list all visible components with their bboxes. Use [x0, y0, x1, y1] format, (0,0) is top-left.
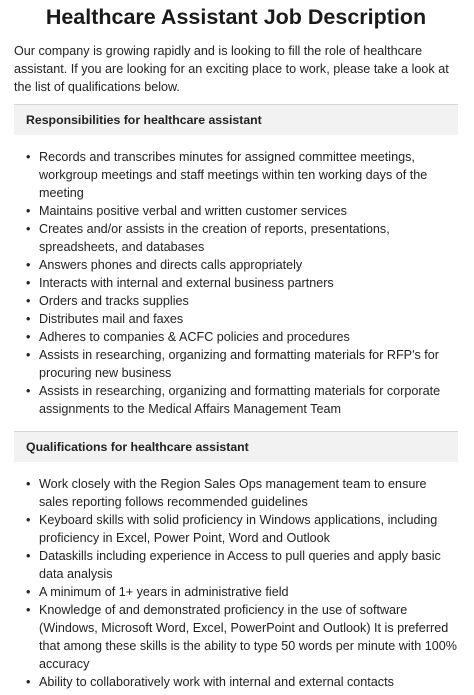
list-item-text: Dataskills including experience in Access to pull queries and apply basic data analysis: [39, 549, 441, 581]
bullet-icon: •: [26, 513, 31, 527]
list-item-text: Knowledge of and demonstrated proficiency in the use of software (Windows, Microsoft Word, Excel, PowerPoint and Outlook) It is preferred that among these skills is the ability to type 50 words per minute with 100% accuracy: [39, 603, 457, 671]
responsibilities-section: [14, 104, 458, 418]
bullet-icon: •: [26, 222, 31, 236]
list-item-text: Creates and/or assists in the creation of reports, presentations, spreadsheets, and databases: [39, 222, 390, 254]
list-item-text: Maintains positive verbal and written customer services: [39, 204, 347, 218]
list-item-text: Adheres to companies & ACFC policies and procedures: [39, 330, 350, 344]
list-item-text: Distributes mail and faxes: [39, 312, 184, 326]
qualifications-section: [14, 431, 458, 691]
bullet-icon: •: [26, 312, 31, 326]
list-item: [26, 274, 458, 292]
bullet-icon: •: [26, 603, 31, 617]
bullet-icon: •: [26, 294, 31, 308]
list-item: [26, 475, 458, 511]
list-item: [26, 583, 458, 601]
list-item-text: Assists in researching, organizing and formatting materials for RFP's for procuring new business: [39, 348, 439, 380]
list-item: [26, 148, 458, 202]
responsibilities-list: [14, 148, 458, 418]
bullet-icon: •: [26, 549, 31, 563]
list-item-text: Answers phones and directs calls appropriately: [39, 258, 303, 272]
list-item: [26, 292, 458, 310]
list-item: [26, 220, 458, 256]
list-item-text: Keyboard skills with solid proficiency in Windows applications, including proficiency in Excel, Power Point, Word and Outlook: [39, 513, 438, 545]
list-item-text: Records and transcribes minutes for assigned committee meetings, workgroup meetings and staff meetings within ten working days of the meeting: [39, 150, 428, 200]
responsibilities-heading: Responsibilities for healthcare assistant: [14, 104, 458, 135]
list-item-text: Ability to collaboratively work with internal and external contacts: [39, 675, 394, 689]
list-item: [26, 328, 458, 346]
list-item: [26, 511, 458, 547]
list-item-text: A minimum of 1+ years in administrative field: [39, 585, 289, 599]
list-item: [26, 601, 458, 673]
list-item: [26, 256, 458, 274]
list-item: [26, 202, 458, 220]
bullet-icon: •: [26, 477, 31, 491]
page-title: Healthcare Assistant Job Description: [45, 5, 427, 29]
bullet-icon: •: [26, 258, 31, 272]
intro-paragraph: Our company is growing rapidly and is looking to fill the role of healthcare assistant. If you are looking for an exciting place to work, please take a look at the list of qualifications below.: [14, 44, 449, 94]
list-item: [26, 310, 458, 328]
bullet-icon: •: [26, 204, 31, 218]
bullet-icon: •: [26, 348, 31, 362]
bullet-icon: •: [26, 384, 31, 398]
list-item: [26, 547, 458, 583]
bullet-icon: •: [26, 150, 31, 164]
qualifications-list: [14, 475, 458, 691]
list-item: [26, 382, 458, 418]
list-item-text: Orders and tracks supplies: [39, 294, 189, 308]
bullet-icon: •: [26, 585, 31, 599]
list-item: [26, 346, 458, 382]
list-item-text: Assists in researching, organizing and formatting materials for corporate assignments to the Medical Affairs Management Team: [39, 384, 441, 416]
list-item-text: Interacts with internal and external business partners: [39, 276, 334, 290]
list-item-text: Work closely with the Region Sales Ops management team to ensure sales reporting follows recommended guidelines: [39, 477, 427, 509]
qualifications-heading: Qualifications for healthcare assistant: [14, 431, 458, 462]
bullet-icon: •: [26, 330, 31, 344]
bullet-icon: •: [26, 675, 31, 689]
list-item: [26, 673, 458, 691]
bullet-icon: •: [26, 276, 31, 290]
